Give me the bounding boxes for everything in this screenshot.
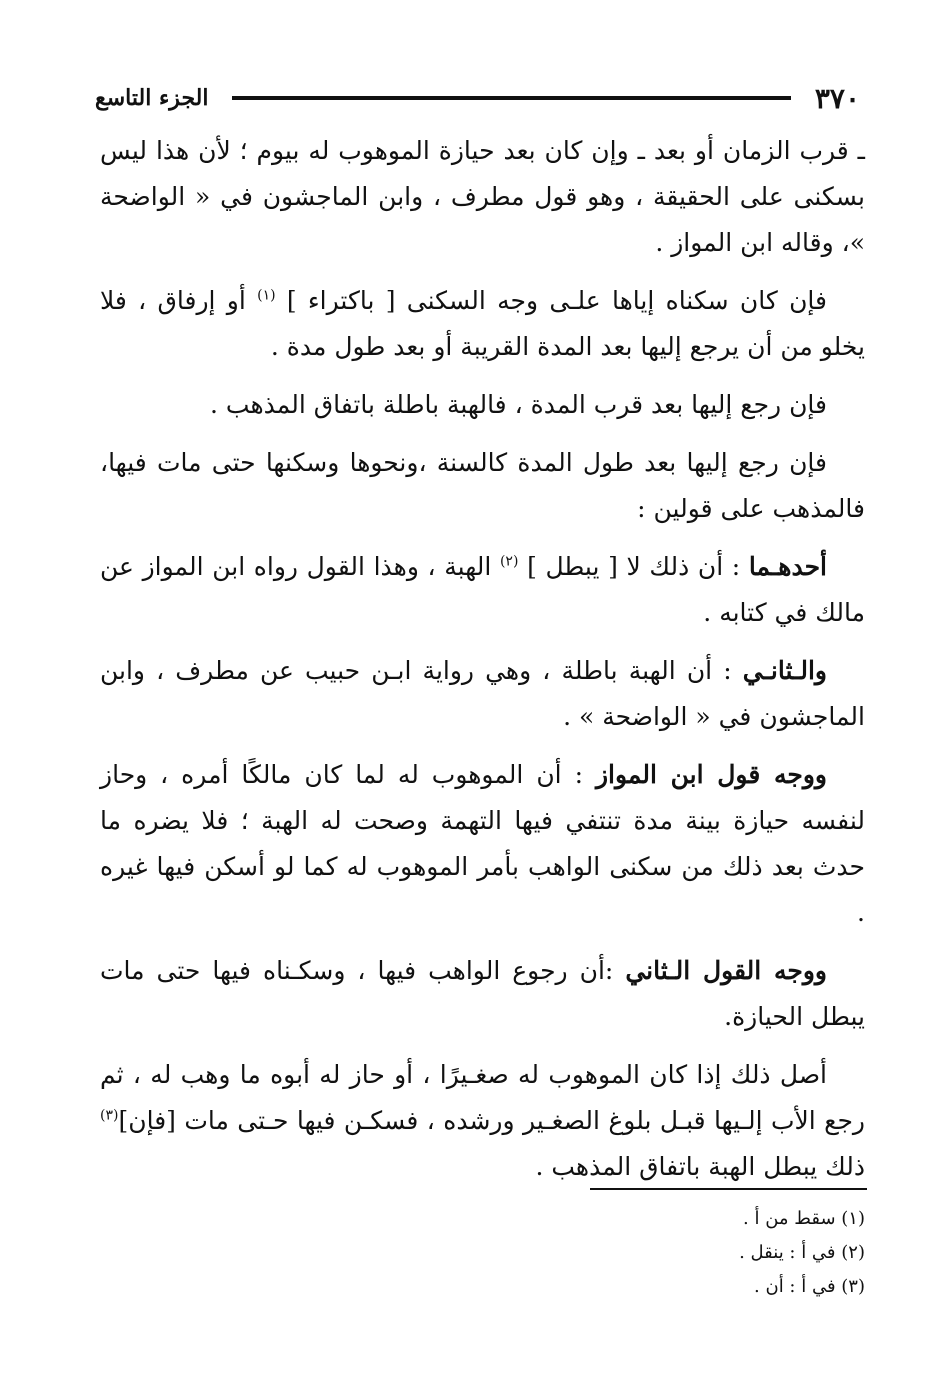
header-rule [232,96,790,100]
paragraph-text: ذلك يبطل الهبة باتفاق المذهب . [535,1152,865,1181]
paragraph-5 [100,544,865,636]
paragraph-text: الهبة ، وهذا القول رواه ابن المواز عن مالك في كتابه . [100,552,865,627]
paragraph-8 [100,948,865,1040]
footnote-ref: (١) [257,287,276,304]
paragraph-text: أو إرفاق ، فلا يخلو من أن يرجع إليها بعد المدة القريبة أو بعد طول مدة . [100,286,865,361]
footnote-3: (٣) في أ : أن . [754,1276,865,1297]
paragraph-lead: ووجه قول ابن المواز [595,760,827,789]
paragraph-6 [100,648,865,740]
paragraph-4 [100,440,865,532]
paragraph-text: : أن الهبة باطلة ، وهي رواية ابـن حبيب عن مطرف ، وابن الماجشون في « الواضحة » . [100,656,865,731]
page-header [95,78,860,118]
running-title: الجزء التاسع [95,85,209,111]
paragraph-text: ـ قرب الزمان أو بعد ـ وإن كان بعد حيازة الموهوب له بيوم ؛ لأن هذا ليس بسكنى على الحقيقة ، وهو قول مطرف ، وابن الماجشون في « الواضحة »، وقاله ابن المواز . [100,136,865,257]
footnote-2: (٢) في أ : ينقل . [739,1242,865,1263]
footnote-ref: (٣) [100,1107,119,1124]
paragraph-lead: والـثانـي [742,656,827,685]
paragraph-2 [100,278,865,370]
page-number: ٣٧٠ [814,81,860,115]
main-text [100,128,865,1202]
footnotes [560,1202,865,1304]
footnote-1: (١) سقط من أ . [743,1208,865,1229]
paragraph-9 [100,1052,865,1190]
paragraph-text: فإن رجع إليها بعد قرب المدة ، فالهبة باطلة باتفاق المذهب . [210,390,827,419]
paragraph-3 [100,382,865,428]
paragraph-text: فإن كان سكناه إياها علـى وجه السكنى [ باكتراء ] [275,286,827,315]
footnote-rule [590,1188,867,1190]
paragraph-text: أصل ذلك إذا كان الموهوب له صغـيرًا ، أو حاز له أبوه ما وهب له ، ثم رجع الأب إلـيها قبـل بلوغ الصغـير ورشده ، فسكـن فيها حـتى مات [فإن] [100,1060,865,1135]
paragraph-lead: أحدهـما [748,552,827,581]
paragraph-text: : أن ذلك لا [ يبطل ] [518,552,749,581]
paragraph-text: : أن الموهوب له لما كان مالكًا أمره ، وحاز لنفسه حيازة بينة مدة تنتفي فيها التهمة وصحت له الهبة ؛ فلا يضره ما حدث بعد ذلك من سكنى الواهب بأمر الموهوب له كما لو أسكن فيها غيره . [100,760,865,927]
footnote-ref: (٢) [499,553,519,570]
paragraph-text: :أن رجوع الواهب فيها ، وسكـناه فيها حتى مات يبطل الحيازة. [100,956,865,1031]
paragraph-1 [100,128,865,266]
paragraph-text: فإن رجع إليها بعد طول المدة كالسنة ،ونحوها وسكنها حتى مات فيها، فالمذهب على قولين : [100,448,865,523]
paragraph-lead: ووجه القول الـثاني [625,956,827,985]
paragraph-7 [100,752,865,936]
